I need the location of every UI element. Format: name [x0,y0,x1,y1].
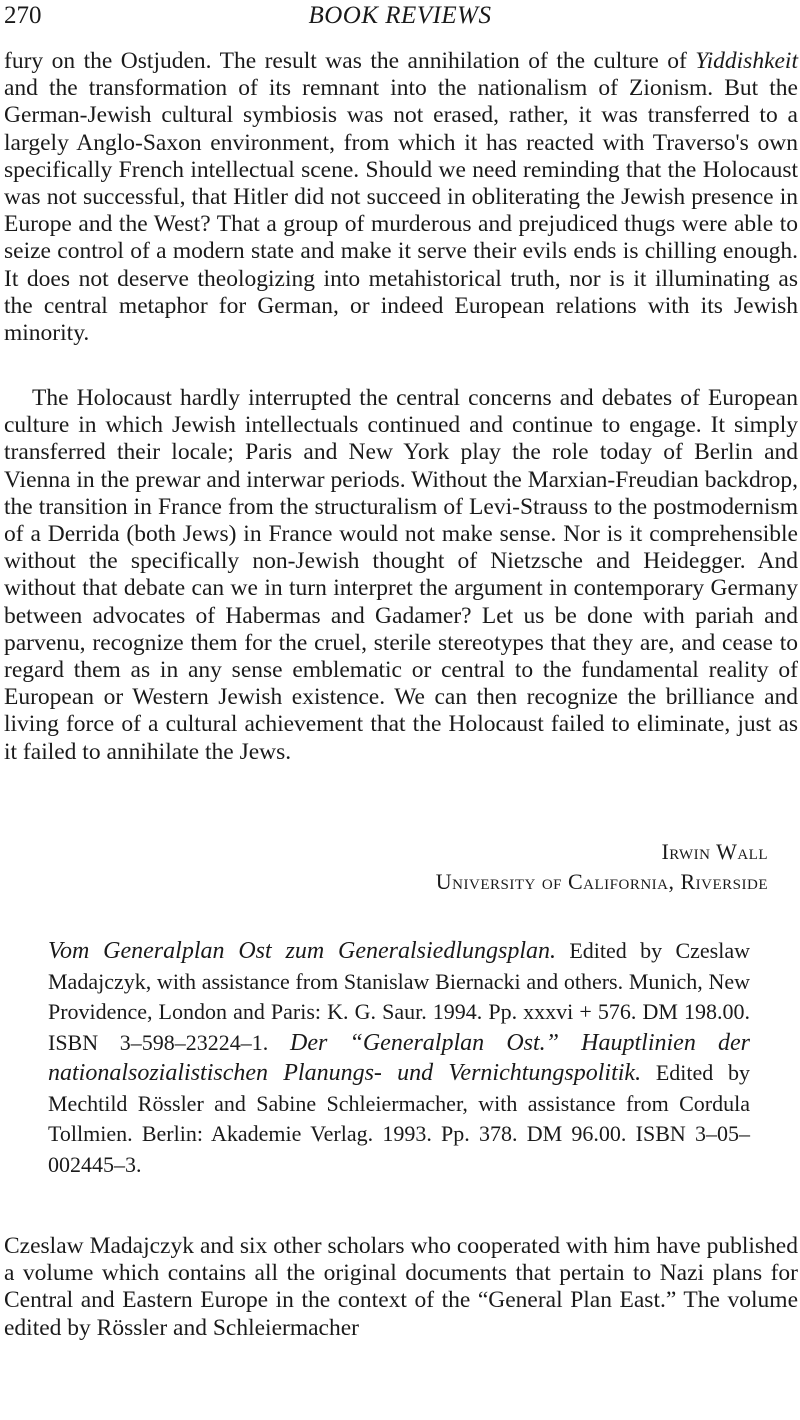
running-head [4,2,796,36]
book-citation [48,936,750,1180]
reviewer-signature [436,837,768,897]
page-number: 270 [4,2,42,29]
book-title-1: Vom Generalplan Ost zum Generalsiedlungsplan. [48,938,557,964]
section-title: BOOK REVIEWS [308,2,492,29]
book-title-2: Der “Generalplan Ost.” Hauptlinien der nationalsozialistischen Planungs- und Vernichtungspolitik. [48,1029,751,1086]
book-details-1: Edited by Czeslaw Madajczyk, with assistance from Stanislaw Biernacki and others. Munich, New Providence, London and Paris: K. G. Saur. 1994. Pp. xxxvi + 576. DM 198.00. ISBN 3–598–23224–1. [48,938,750,1055]
paragraph-2: The Holocaust hardly interrupted the central concerns and debates of European culture in which Jewish intellectuals continued and continue to engage. It simply transferred their locale; Paris and New York play the role today of Berlin and Vienna in the prewar and interwar periods. Without the Marxian-Freudian backdrop, the transition in France from the structuralism of Levi-Strauss to the postmodernism of a Derrida (both Jews) in France would not make sense. Nor is it comprehensible without the specifically non-Jewish thought of Nietzsche and Heidegger. And without that debate can we in turn interpret the argument in contemporary Germany between advocates of Habermas and Gadamer? Let us be done with pariah and parvenu, recognize them for the cruel, sterile stereotypes that they are, and cease to regard them as in any sense emblematic or central to the fundamental reality of European or Western Jewish existence. We can then recognize the brilliance and living force of a cultural achievement that the Holocaust failed to eliminate, just as it failed to annihilate the Jews. [4,385,798,765]
review-body-continued [4,48,798,347]
new-review-body [4,1233,798,1342]
reviewer-affiliation: University of California, Riverside [435,869,768,894]
book-details-2: Edited by Mechtild Rössler and Sabine Schleiermacher, with assistance from Cordula Tollmien. Berlin: Akademie Verlag. 1993. Pp. 378. DM 96.00. ISBN 3–05–002445–3. [48,1060,750,1177]
paragraph-1-text-b: and the transformation of its remnant into the nationalism of Zionism. But the German-Jewish cultural symbiosis was not erased, rather, it was transferred to a largely Anglo-Saxon environment, from which it has reacted with Traverso's own specifically French intellectual scene. Should we need reminding that the Holocaust was not successful, that Hitler did not succeed in obliterating the Jewish presence in Europe and the West? That a group of murderous and prejudiced thugs were able to seize control of a modern state and make it serve their evils ends is chilling enough. It does not deserve theologizing into metahistorical truth, nor is it illuminating as the central metaphor for German, or indeed European relations with its Jewish minority. [4,75,798,347]
new-review-paragraph: Czeslaw Madajczyk and six other scholars who cooperated with him have published a volume which contains all the original documents that pertain to Nazi plans for Central and Eastern Europe in the context of the “General Plan East.” The volume edited by Rössler and Schleiermacher [4,1233,798,1341]
citation-text [48,936,750,1180]
paragraph-1 [4,48,798,347]
paragraph-1-italic-term: Yiddishkeit [695,48,798,74]
reviewer-name: Irwin Wall [661,839,768,864]
paragraph-1-text-a: fury on the Ostjuden. The result was the annihilation of the culture of [4,48,696,74]
review-body-paragraph-2 [4,385,798,766]
